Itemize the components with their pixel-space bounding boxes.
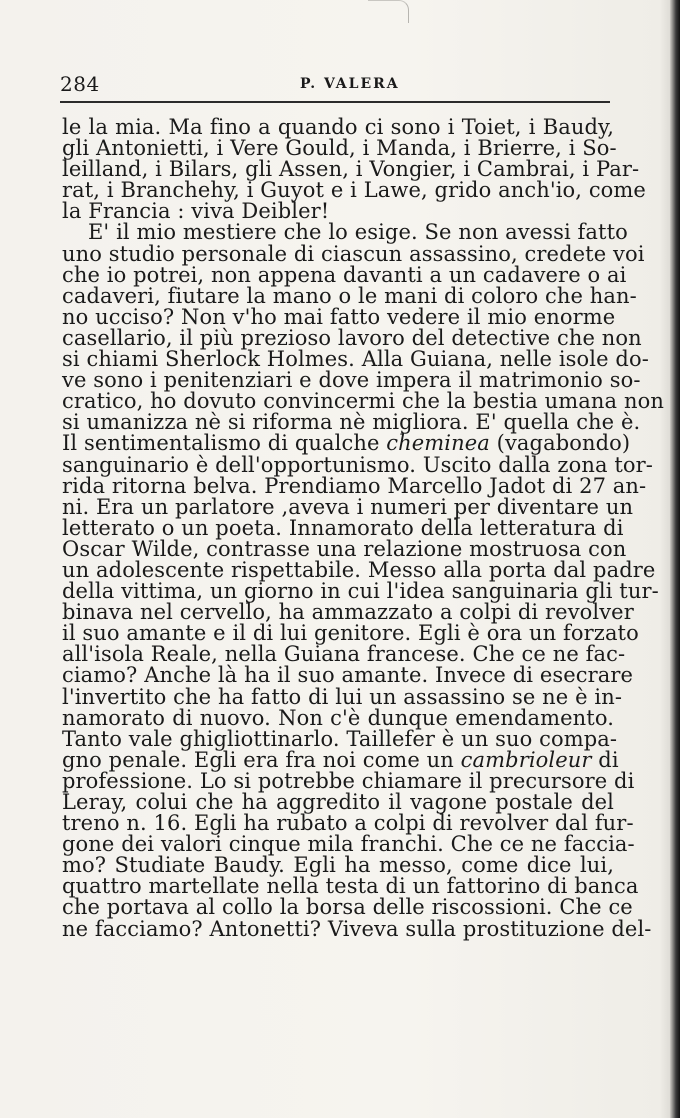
text-line: gone dei valori cinque mila franchi. Che ce ne faccia- [62, 832, 635, 857]
text-line: il suo amante e il di lui genitore. Egli è ora un forzato [62, 621, 639, 646]
binding-edge [670, 0, 680, 1118]
text-line: ne facciamo? Antonetti? Viveva sulla prostituzione del- [62, 916, 652, 941]
running-head: P. VALERA [300, 76, 400, 92]
page-number: 284 [60, 72, 100, 96]
text-line: cadaveri, fiutare la mano o le mani di coloro che han- [62, 283, 637, 308]
text-line: uno studio personale di ciascun assassino, credete voi [62, 241, 645, 266]
text-line: un adolescente rispettabile. Messo alla porta dal padre [62, 557, 656, 582]
text-line: la Francia : viva Deibler! [62, 199, 330, 224]
text-line: E' il mio mestiere che lo esige. Se non avessi fatto [88, 220, 628, 245]
text-line: sanguinario è dell'opportunismo. Uscito dalla zona tor- [62, 452, 653, 477]
line-part: Il sentimentalismo di qualche [62, 431, 387, 456]
italic-term-cambrioleur: cambrioleur [460, 747, 592, 772]
text-line-italic-15 [62, 431, 631, 456]
text-line: no ucciso? Non v'ho mai fatto vedere il mio enorme [62, 304, 616, 329]
text-line: Leray, colui che ha aggredito il vagone postale del [62, 790, 614, 814]
italic-term-cheminea: cheminea [386, 431, 490, 456]
text-line: Oscar Wilde, contrasse una relazione mostruosa con [62, 536, 627, 561]
text-line: che portava al collo la borsa delle riscossioni. Che ce [62, 895, 633, 920]
text-line: gli Antonietti, i Vere Gould, i Manda, i Brierre, i So- [62, 136, 617, 161]
text-line: all'isola Reale, nella Guiana francese. Che ce ne fac- [62, 642, 626, 667]
text-line: ni. Era un parlatore ,aveva i numeri per diventare un [62, 494, 634, 519]
text-line: mo? Studiate Baudy. Egli ha messo, come dice lui, [62, 853, 614, 878]
line-part: (vagabondo) [489, 431, 631, 456]
text-line: che io potrei, non appena davanti a un cadavere o ai [62, 262, 627, 287]
text-line: Tanto vale ghigliottinarlo. Taillefer è un suo compa- [62, 726, 618, 751]
text-line-italic-30 [62, 747, 619, 772]
line-part: gno penale. Egli era fra noi come un [62, 747, 461, 772]
text-line: si umanizza nè si riforma nè migliora. E' quella che è. [62, 410, 641, 435]
text-line: leilland, i Bilars, gli Assen, i Vongier, i Cambrai, i Par- [62, 157, 640, 182]
header-rule [60, 101, 610, 103]
page-corner-mark [368, 0, 409, 23]
text-line: professione. Lo si potrebbe chiamare il precursore di [62, 768, 635, 793]
text-line: casellario, il più prezioso lavoro del detective che non [62, 325, 642, 350]
text-line: cratico, ho dovuto convincermi che la bestia umana non [62, 389, 664, 414]
line-part: di [591, 747, 619, 772]
text-line: treno n. 16. Egli ha rubato a colpi di revolver dal fur- [62, 811, 634, 836]
text-line: della vittima, un giorno in cui l'idea sanguinaria gli tur- [62, 579, 659, 604]
text-line: rida ritorna belva. Prendiamo Marcello Jadot di 27 an- [62, 473, 647, 498]
text-line: ciamo? Anche là ha il suo amante. Invece di esecrare [62, 663, 634, 688]
text-line: namorato di nuovo. Non c'è dunque emendamento. [62, 705, 614, 730]
text-line: quattro martellate nella testa di un fattorino di banca [62, 874, 639, 899]
text-line: l'invertito che ha fatto di lui un assassino se ne è in- [62, 684, 623, 709]
body-text [62, 115, 664, 941]
text-line: si chiami Sherlock Holmes. Alla Guiana, nelle isole do- [62, 347, 649, 372]
text-line: binava nel cervello, ha ammazzato a colpi di revolver [62, 600, 634, 625]
text-line: letterato o un poeta. Innamorato della letteratura di [62, 515, 624, 540]
text-line: le la mia. Ma fino a quando ci sono i Toiet, i Baudy, [62, 115, 614, 139]
text-line: rat, i Branchehy, i Guyot e i Lawe, grido anch'io, come [62, 178, 646, 203]
text-line: ve sono i penitenziari e dove impera il matrimonio so- [62, 368, 641, 393]
page-header [60, 70, 610, 100]
